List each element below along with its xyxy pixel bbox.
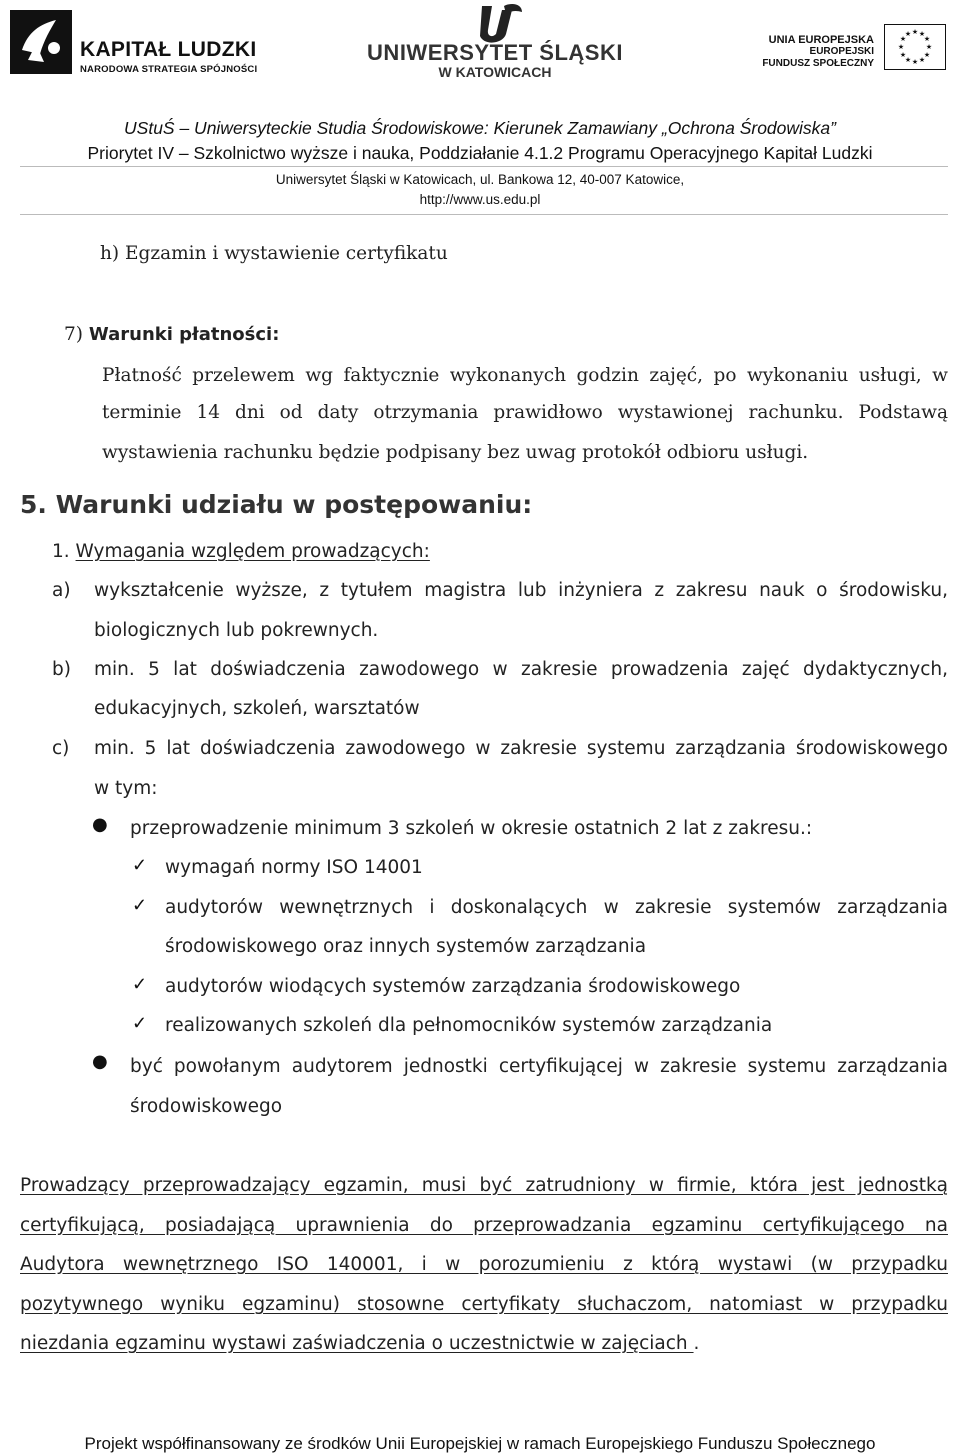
svg-text:★: ★ <box>899 35 907 43</box>
program-line: Priorytet IV – Szkolnictwo wyższe i nauka, Poddziałanie 4.1.2 Programu Operacyjnego Kapitał Ludzki <box>87 143 873 163</box>
svg-text:★: ★ <box>923 35 931 43</box>
address-line: Uniwersytet Śląski w Katowicach, ul. Bankowa 12, 40-007 Katowice, <box>275 172 685 187</box>
check-2-line-1: audytorów wewnętrznych i doskonalących w zakresie systemów zarządzania <box>165 897 948 918</box>
kapital-ludzki-logo-subtitle: NARODOWA STRATEGIA SPÓJNOŚCI <box>80 64 258 75</box>
svg-text:★: ★ <box>911 28 919 36</box>
svg-text:★: ★ <box>897 43 905 51</box>
svg-text:★: ★ <box>923 51 931 59</box>
req-c-line-2: w tym: <box>94 778 158 799</box>
website-url: http://www.us.edu.pl <box>419 192 541 207</box>
eu-flag-icon <box>884 24 946 70</box>
final-line-2: certyfikującą, posiadającą uprawnienia do przeprowadzania egzaminu certyfikującego na <box>20 1215 948 1236</box>
svg-text:★: ★ <box>918 56 926 64</box>
payment-line-2: terminie 14 dni od daty otrzymania prawidłowo wystawionej rachunku. Podstawą <box>102 402 948 423</box>
final-line-3: Audytora wewnętrznego ISO 140001, i w porozumieniu z którą wystawi (w przypadku <box>20 1254 948 1275</box>
checkmark-icon: ✓ <box>132 855 148 876</box>
req-a-line-1: wykształcenie wyższe, z tytułem magistra lub inżyniera z zakresu nauk o środowisku, <box>94 580 948 601</box>
requirements-title: Wymagania względem prowadzących: <box>75 541 430 562</box>
payment-line-3: wystawienia rachunku będzie podpisany bez uwag protokół odbioru usługi. <box>102 442 809 463</box>
bullet-2-line-2: środowiskowego <box>130 1096 283 1117</box>
req-b-marker: b) <box>52 659 71 680</box>
req-a-marker: a) <box>52 580 71 601</box>
eu-logo-text <box>744 34 874 70</box>
bullet-2-line-1: być powołanym audytorem jednostki certyfikującej w zakresie systemu zarządzania <box>130 1056 948 1077</box>
eu-logo-line2: EUROPEJSKI <box>809 46 874 57</box>
footer-funding-note: Projekt współfinansowany ze środków Unii Europejskiej w ramach Europejskiego Funduszu Społecznego <box>84 1434 876 1453</box>
bullet-icon: ● <box>92 1051 108 1072</box>
req-c-marker: c) <box>52 738 70 759</box>
svg-text:★: ★ <box>925 43 933 51</box>
checkmark-icon: ✓ <box>132 974 148 995</box>
header-divider <box>20 166 948 167</box>
eu-logo-line3: FUNDUSZ SPOŁECZNY <box>762 58 874 69</box>
req-b-line-2: edukacyjnych, szkoleń, warsztatów <box>94 698 420 719</box>
svg-text:★: ★ <box>904 30 912 38</box>
section-7-heading <box>64 323 279 347</box>
payment-line-1: Płatność przelewem wg faktycznie wykonanych godzin zajęć, po wykonaniu usługi, w <box>102 365 948 386</box>
check-2-line-2: środowiskowego oraz innych systemów zarządzania <box>165 936 647 957</box>
eu-logo-line1: UNIA EUROPEJSKA <box>768 34 874 46</box>
req-a-line-2: biologicznych lub pokrewnych. <box>94 620 379 641</box>
checkmark-icon: ✓ <box>132 1013 148 1034</box>
project-title-line: UStuŚ – Uniwersyteckie Studia Środowiskowe: Kierunek Zamawiany „Ochrona Środowiska” <box>124 118 836 138</box>
requirements-heading <box>52 541 430 562</box>
check-1-text: wymagań normy ISO 14001 <box>165 857 423 878</box>
check-4-text: realizowanych szkoleń dla pełnomocników systemów zarządzania <box>165 1015 773 1036</box>
section-5-heading: 5. Warunki udziału w postępowaniu: <box>20 490 533 519</box>
kapital-ludzki-logo-icon <box>10 10 72 74</box>
requirements-number: 1. <box>52 541 70 562</box>
final-period: . <box>693 1333 700 1354</box>
final-line-1: Prowadzący przeprowadzający egzamin, musi być zatrudniony w firmie, która jest jednostką <box>20 1175 948 1196</box>
req-b-line-1: min. 5 lat doświadczenia zawodowego w zakresie prowadzenia zajęć dydaktycznych, <box>94 659 948 680</box>
svg-text:★: ★ <box>904 56 912 64</box>
final-line-5 <box>20 1333 699 1354</box>
checkmark-icon: ✓ <box>132 895 148 916</box>
section-7-number: 7) <box>64 324 83 345</box>
section-7-title: Warunki płatności: <box>88 324 280 345</box>
check-3-text: audytorów wiodących systemów zarządzania środowiskowego <box>165 976 741 997</box>
header-divider-bottom <box>20 214 948 215</box>
university-logo-name: UNIWERSYTET ŚLĄSKI <box>367 40 623 65</box>
final-line-5-text: niezdania egzaminu wystawi zaświadczenia o uczestnictwie w zajęciach <box>20 1333 694 1354</box>
kapital-ludzki-logo-title: KAPITAŁ LUDZKI <box>80 38 257 61</box>
svg-text:★: ★ <box>911 58 919 66</box>
req-c-line-1: min. 5 lat doświadczenia zawodowego w zakresie systemu zarządzania środowiskowego <box>94 738 948 759</box>
bullet-icon: ● <box>92 814 108 835</box>
final-line-4: pozytywnego wyniku egzaminu) stosowne certyfikaty słuchaczom, natomiast w przypadku <box>20 1294 948 1315</box>
svg-text:★: ★ <box>899 51 907 59</box>
svg-text:★: ★ <box>918 30 926 38</box>
bullet-1-text: przeprowadzenie minimum 3 szkoleń w okresie ostatnich 2 lat z zakresu.: <box>130 818 813 839</box>
university-logo-city: W KATOWICACH <box>438 64 552 80</box>
item-h: h) Egzamin i wystawienie certyfikatu <box>100 243 448 264</box>
